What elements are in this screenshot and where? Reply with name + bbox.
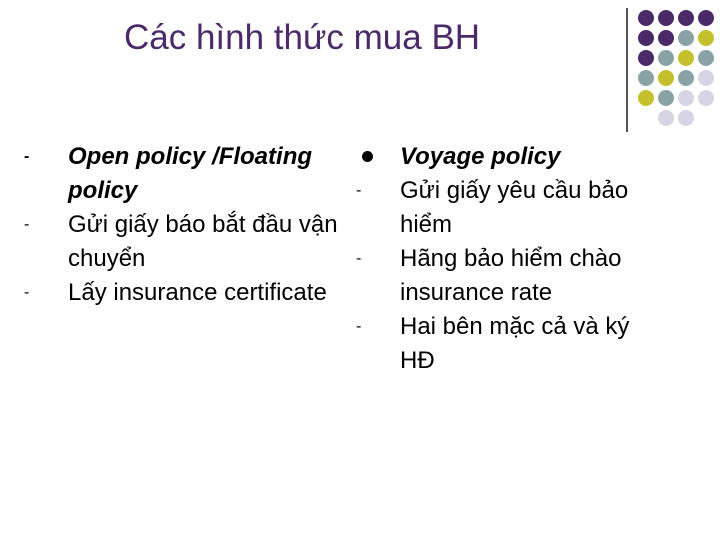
decor-dot — [698, 10, 714, 26]
decor-dot — [658, 110, 674, 126]
decor-dot — [678, 70, 694, 86]
list-heading-text: Voyage policy — [400, 143, 561, 170]
list-item — [24, 208, 344, 276]
list-item — [356, 242, 656, 310]
decor-dot — [678, 110, 694, 126]
decor-dot — [658, 10, 674, 26]
list-item-text: Lấy insurance certificate — [68, 279, 327, 306]
decor-dot — [638, 30, 654, 46]
dash-bullet: - — [24, 216, 30, 233]
decor-dot — [658, 50, 674, 66]
decor-dot — [638, 70, 654, 86]
decor-dot — [658, 70, 674, 86]
list-item — [24, 276, 344, 310]
decor-dot — [698, 30, 714, 46]
list-item — [356, 310, 656, 378]
list-item-text: Hai bên mặc cả và ký HĐ — [400, 313, 630, 374]
dash-bullet: - — [356, 250, 362, 267]
decor-dot — [678, 50, 694, 66]
decorative-dot-grid — [636, 6, 720, 118]
decor-dot — [678, 30, 694, 46]
bullet-dot-icon — [362, 151, 373, 162]
decor-dot — [638, 10, 654, 26]
right-column — [356, 140, 656, 378]
list-item-text: Gửi giấy báo bắt đầu vận chuyển — [68, 211, 338, 272]
decor-dot — [638, 90, 654, 106]
decor-dot — [698, 70, 714, 86]
list-item — [356, 174, 656, 242]
list-heading-text: Open policy /Floating policy — [68, 143, 313, 204]
decor-dot — [678, 10, 694, 26]
list-item-text: Hãng bảo hiểm chào insurance rate — [400, 245, 622, 306]
decor-dot — [698, 50, 714, 66]
decor-dot — [638, 50, 654, 66]
list-heading — [356, 140, 656, 174]
decor-dot — [698, 90, 714, 106]
decor-dot — [658, 90, 674, 106]
left-column — [24, 140, 344, 310]
list-heading — [24, 140, 344, 208]
decor-dot — [678, 90, 694, 106]
dash-bullet: - — [356, 318, 362, 335]
decor-dot — [658, 30, 674, 46]
dash-bullet: - — [24, 148, 30, 165]
dash-bullet: - — [24, 284, 30, 301]
slide-title: Các hình thức mua BH — [124, 18, 481, 57]
decorative-vertical-rule — [626, 8, 628, 132]
list-item-text: Gửi giấy yêu cầu bảo hiểm — [400, 177, 629, 238]
dash-bullet: - — [356, 182, 362, 199]
